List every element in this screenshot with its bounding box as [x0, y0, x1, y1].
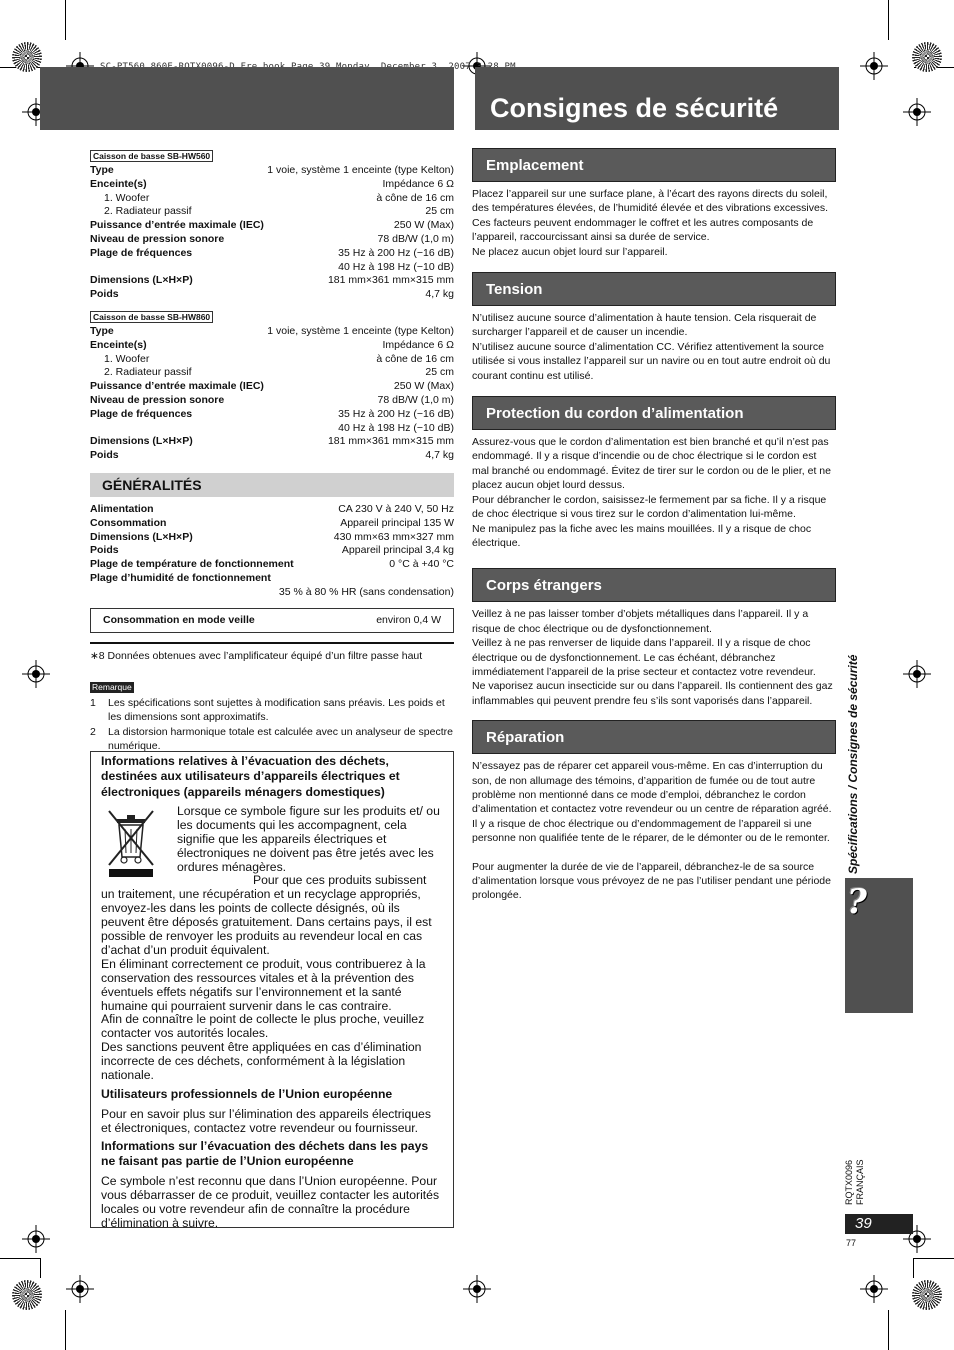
side-tab-label: Spécifications / Consignes de sécurité	[846, 654, 860, 874]
spec-label: Poids	[90, 544, 119, 557]
document-code	[844, 1159, 866, 1205]
spec-row	[90, 219, 454, 233]
remarque-tag: Remarque	[92, 681, 132, 692]
language-text: FRANÇAIS	[855, 1159, 865, 1205]
section-paragraph: Veillez à ne pas laisser tomber d’objets métalliques dans l’appareil. Il y a risque de choc électrique ou de dysfonctionnement.	[472, 608, 809, 635]
spec-value: Appareil principal 135 W	[340, 516, 454, 529]
list-item	[90, 725, 454, 753]
section-body	[472, 435, 836, 550]
spec-row	[90, 572, 454, 586]
spec-label: Consommation en mode veille	[103, 614, 255, 627]
spec-value: 250 W (Max)	[393, 219, 454, 232]
side-tab-block	[845, 878, 913, 1013]
spec-block-hw860	[90, 307, 454, 463]
weee-disposal-box	[90, 751, 454, 1228]
spec-row	[90, 205, 454, 219]
spec-row	[90, 247, 454, 261]
crosshair-icon	[903, 660, 931, 688]
spec-label: 2. Radiateur passif	[104, 205, 192, 218]
spec-label: Plage de fréquences	[90, 407, 193, 420]
spec-label: 1. Woofer	[104, 191, 150, 204]
page-number-small: 77	[846, 1238, 857, 1248]
spec-value: 40 Hz à 198 Hz (−10 dB)	[338, 421, 454, 434]
spec-value: 4,7 kg	[425, 288, 454, 301]
safety-section	[472, 272, 836, 383]
spec-value: 35 % à 80 % HR (sans condensation)	[278, 585, 454, 598]
spec-row	[90, 422, 454, 436]
spec-value: 4,7 kg	[425, 449, 454, 462]
spec-label: Alimentation	[90, 502, 154, 515]
general-section-header: GÉNÉRALITÉS	[90, 473, 454, 497]
spec-value: 1 voie, système 1 enceinte (type Kelton)	[267, 164, 454, 176]
registration-rosette-br	[912, 1280, 942, 1310]
remarque-list	[90, 696, 454, 753]
page-number-badge: 39	[845, 1214, 913, 1234]
spec-value: Impédance 6 Ω	[382, 177, 454, 190]
spec-value: environ 0,4 W	[376, 614, 441, 627]
spec-row	[90, 544, 454, 558]
spec-value: 181 mm×361 mm×315 mm	[327, 274, 454, 287]
spec-row	[90, 192, 454, 206]
section-header: Tension	[472, 272, 836, 306]
spec-row	[90, 178, 454, 192]
spec-value: Impédance 6 Ω	[382, 338, 454, 351]
spec-label: Dimensions (L×H×P)	[90, 274, 193, 287]
spec-row	[90, 353, 454, 367]
closing-note: Pour augmenter la durée de vie de l’appareil, débranchez-le de sa source d’alimentation lorsque vous prévoyez de ne pas l’utiliser pendant une période prolongée.	[472, 860, 831, 902]
spec-row	[90, 394, 454, 408]
spec-label: Enceinte(s)	[90, 338, 147, 351]
spec-label: Consommation	[90, 516, 167, 529]
footnote: ∗8 Données obtenues avec l’amplificateur équipé d’un filtre passe haut	[90, 649, 423, 662]
spec-value: Appareil principal 3,4 kg	[341, 544, 454, 557]
spec-row	[90, 261, 454, 275]
spec-value: 35 Hz à 200 Hz (−16 dB)	[338, 246, 454, 259]
section-paragraph: Ne placez aucun objet lourd sur l’appareil.	[472, 245, 668, 258]
spec-row	[90, 435, 454, 449]
section-paragraph: Pour débrancher le cordon, saisissez-le fermement par sa fiche. Il y a risque de choc électrique si vous tirez sur le cordon d’alimentation lui-même.	[472, 493, 827, 521]
page-title: Consignes de sécurité	[490, 93, 779, 123]
spec-row	[90, 517, 454, 531]
crossed-bin-icon	[101, 805, 177, 875]
section-paragraph: N’utilisez aucune source d’alimentation CC. Vérifiez attentivement la source utilisée si vous installez l’appareil sur un navire ou en tout autre endroit où du courant continu est utilisé.	[472, 340, 831, 382]
section-paragraph: Ne manipulez pas la fiche avec les mains mouillées. Il y a risque de choc électrique.	[472, 522, 812, 549]
spec-label: Plage de fréquences	[90, 246, 193, 259]
spec-value: 78 dB/W (1,0 m)	[377, 232, 454, 245]
spec-label: Niveau de pression sonore	[90, 393, 225, 406]
section-paragraph: Assurez-vous que le cordon d’alimentation est bien branché et qu’il n’est pas endommagé. Il y a risque d’incendie ou de choc électrique si le cordon est mal branché ou endommagé. Évitez de tirer sur le cordon ou de le plier, et ne placez aucun objet lourd dessus.	[472, 436, 831, 492]
crosshair-icon	[903, 98, 931, 126]
list-text: La distorsion harmonique totale est calculée avec un analyseur de spectre numérique.	[108, 725, 453, 752]
spec-row	[90, 274, 454, 288]
spec-label: Puissance d’entrée maximale (IEC)	[90, 380, 264, 393]
section-header: Corps étrangers	[472, 568, 836, 602]
section-body	[472, 607, 836, 708]
spec-row	[90, 408, 454, 422]
registration-rosette-tr	[912, 42, 942, 72]
safety-section	[472, 720, 836, 845]
list-number: 1	[90, 696, 96, 709]
spec-label: Plage de température de fonctionnement	[90, 558, 294, 571]
question-mark-icon: ?	[847, 882, 867, 922]
standby-consumption-box	[90, 608, 454, 633]
registration-rosette-tl	[12, 42, 42, 72]
spec-label: Enceinte(s)	[90, 177, 147, 190]
spec-row	[90, 339, 454, 353]
spec-table	[90, 325, 454, 463]
spec-value: 25 cm	[425, 366, 454, 379]
spec-value: 40 Hz à 198 Hz (−10 dB)	[338, 260, 454, 273]
list-number: 2	[90, 725, 96, 738]
crosshair-icon	[22, 1225, 50, 1253]
weee-paragraph: Lorsque ce symbole figure sur les produits et/ ou les documents qui les accompagnent, cela signifie que les appareils électriques et électroniques ne doivent pas être jetés avec les ordures ménagères.	[177, 803, 440, 874]
spec-value: 1 voie, système 1 enceinte (type Kelton)	[267, 324, 454, 337]
spec-label: Plage d’humidité de fonctionnement	[90, 571, 271, 584]
spec-value: 0 °C à +40 °C	[389, 558, 454, 571]
spec-value: 181 mm×361 mm×315 mm	[327, 435, 454, 448]
weee-paragraph: En éliminant correctement ce produit, vous contribuerez à la conservation des ressources vitales et à la prévention des éventuels effets négatifs sur l’environnement et la santé humaine qui pourraient survenir dans le cas contraire.	[101, 956, 426, 1013]
divider	[90, 642, 454, 644]
section-header: Emplacement	[472, 148, 836, 182]
spec-row	[90, 233, 454, 247]
spec-label: Puissance d’entrée maximale (IEC)	[90, 219, 264, 232]
spec-label: Dimensions (L×H×P)	[90, 435, 193, 448]
header-banner-right	[475, 67, 839, 130]
crosshair-icon	[66, 1275, 94, 1303]
spec-value: 430 mm×63 mm×327 mm	[333, 530, 454, 543]
spec-label: Type	[90, 324, 114, 337]
weee-paragraph: Pour que ces produits subissent un traitement, une récupération et un recyclage appropriés, envoyez-les dans les points de collecte désignés, où ils peuvent être déposés gratuitement. Dans certains pays, il est possible de renvoyer les produits au revendeur local en cas d’achat d’un produit équivalent.	[101, 873, 432, 957]
spec-label: Type	[90, 164, 114, 176]
section-header: Réparation	[472, 720, 836, 754]
section-header: Protection du cordon d’alimentation	[472, 396, 836, 430]
spec-row	[90, 366, 454, 380]
spec-value: 25 cm	[425, 205, 454, 218]
doc-code-text: RQTX0096	[844, 1159, 854, 1205]
spec-row	[90, 558, 454, 572]
spec-row	[90, 586, 454, 600]
print-info-line: 2007	[448, 62, 471, 72]
spec-label: Poids	[90, 449, 119, 462]
spec-label: Poids	[90, 288, 119, 301]
spec-table	[90, 503, 454, 586]
section-paragraph: Placez l’appareil sur une surface plane, à l’écart des rayons directs du soleil, des températures élevées, de l’humidité élevée et des vibrations excessives. Ces facteurs peuvent endommager le coffret et les autres composants de l’appareil, raccourcissant ainsi sa durée de service.	[472, 188, 829, 244]
section-body	[472, 187, 836, 259]
spec-value: CA 230 V à 240 V, 50 Hz	[338, 502, 454, 515]
safety-column	[472, 148, 836, 903]
spec-label: Dimensions (L×H×P)	[90, 530, 193, 543]
section-paragraph: Ne vaporisez aucun insecticide sur ou dans l’appareil. Ils contiennent des gaz inflammables qui peuvent prendre feu s’ils sont vaporisés dans l’appareil.	[472, 680, 833, 707]
section-paragraph: N’essayez pas de réparer cet appareil vous-même. En cas d’interruption du son, de non allumage des témoins, d’apparition de fumée ou de tout autre problème non mentionné dans ce mode d’emploi, débranchez le cordon d’alimentation et contactez votre revendeur ou un centre de réparation agréé. Il y a risque de choc électrique ou d’endommagement de l’appareil si une personne non qualifiée tente de le réparer, de le démonter ou de le remonter.	[472, 760, 832, 845]
spec-label: 2. Radiateur passif	[104, 366, 192, 379]
spec-row	[90, 164, 454, 178]
spec-tag: Caisson de basse SB-HW860	[90, 311, 213, 323]
spec-row	[90, 380, 454, 394]
spec-label: Niveau de pression sonore	[90, 232, 225, 245]
section-paragraph: Veillez à ne pas renverser de liquide dans l’appareil. Il y a risque de choc électrique ou de dysfonctionnement. Le cas échéant, débranchez immédiatement l’appareil de la prise secteur et contactez votre revendeur.	[472, 637, 816, 678]
weee-pro-title: Utilisateurs professionnels de l’Union européenne	[101, 1087, 393, 1102]
section-paragraph: N’utilisez aucune source d’alimentation à haute tension. Cela risquerait de surcharger l’appareil et de causer un incendie.	[472, 312, 817, 339]
section-body	[472, 759, 836, 845]
spec-tag: Caisson de basse SB-HW560	[90, 150, 213, 162]
spec-block-hw560	[90, 146, 454, 302]
crosshair-icon	[860, 52, 888, 80]
spec-table	[90, 164, 454, 302]
weee-paragraph: Des sanctions peuvent être appliquées en cas d’élimination incorrecte de ces déchets, conformément à la législation nationale.	[101, 1040, 422, 1083]
safety-section	[472, 396, 836, 550]
spec-value: 78 dB/W (1,0 m)	[377, 393, 454, 406]
spec-label: 1. Woofer	[104, 352, 150, 365]
list-text: Les spécifications sont sujettes à modification sans préavis. Les poids et les dimensions sont approximatifs.	[108, 696, 445, 723]
safety-section	[472, 568, 836, 708]
safety-section	[472, 148, 836, 259]
spec-value: à cône de 16 cm	[376, 191, 454, 204]
weee-non-eu-title: Informations sur l’évacuation des déchets dans les pays ne faisant pas partie de l’Union européenne	[101, 1138, 429, 1169]
weee-paragraph: Afin de connaître le point de collecte le plus proche, veuillez contacter vos autorités locales.	[101, 1012, 425, 1041]
spec-row	[90, 449, 454, 463]
weee-body	[101, 805, 443, 1083]
spec-row	[90, 325, 454, 339]
list-item	[90, 696, 454, 724]
weee-paragraph: Pour en savoir plus sur l’élimination des appareils électriques et électroniques, contactez votre revendeur ou fournisseur.	[101, 1106, 431, 1135]
section-body	[472, 311, 836, 383]
crosshair-icon	[22, 660, 50, 688]
spec-row	[90, 288, 454, 302]
spec-value: 250 W (Max)	[393, 380, 454, 393]
registration-rosette-bl	[12, 1280, 42, 1310]
weee-paragraph: Ce symbole n’est reconnu que dans l’Union européenne. Pour vous débarrasser de ce produit, veuillez contacter les autorités locales ou votre revendeur afin de connaître la procédure d’élimination à suivre.	[101, 1174, 440, 1230]
specifications-column	[90, 146, 454, 753]
spec-row	[90, 503, 454, 517]
spec-value: à cône de 16 cm	[376, 352, 454, 365]
header-banner-left	[40, 67, 454, 130]
spec-value: 35 Hz à 200 Hz (−16 dB)	[338, 407, 454, 420]
crosshair-icon	[463, 1275, 491, 1303]
crosshair-icon	[860, 1275, 888, 1303]
weee-title: Informations relatives à l’évacuation des déchets, destinées aux utilisateurs d’appareils électriques et électroniques (appareils ménagers domestiques)	[101, 754, 400, 799]
spec-row	[90, 531, 454, 545]
